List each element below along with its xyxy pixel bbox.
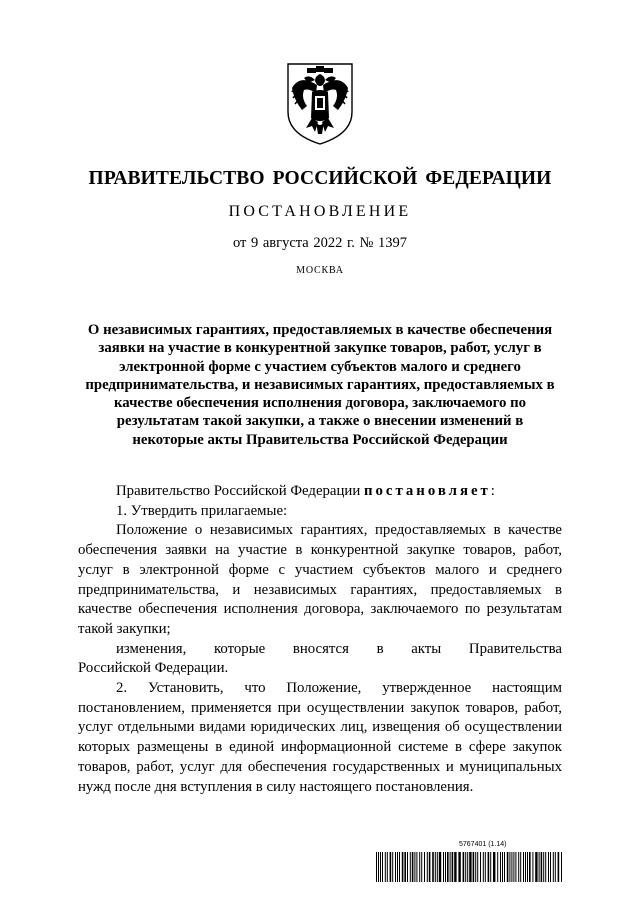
document-subject: О независимых гарантиях, предоставляемых в качестве обеспечения заявки на участие в конкурентной закупке товаров, работ, услуг в электронной форме с участием субъектов малого и среднего предпринимательства, и независимых гарантиях, предоставляемых в качестве обеспечения исполнения договора, заключаемого по результатам такой закупки, а также о внесении изменений в некоторые акты Правительства Российской Федерации [85, 322, 555, 448]
barcode-number: 5767401 (1.14) [459, 841, 507, 848]
item-1: 1. Утвердить прилагаемые: [116, 502, 288, 519]
item-1-changes-line1: изменения, которые вносятся в акты Правительства [116, 640, 562, 657]
item-2: 2. Установить, что Положение, утвержденное настоящим постановлением, применяется при осуществлении закупок товаров, работ, услуг отдельными видами юридических лиц, извещения об осуществлении которых размещены в единой информационной системе в сфере закупок товаров, работ, услуг для обеспечения государственных и муниципальных нужд после дня вступления в силу настоящего постановления. [78, 680, 562, 795]
item-1-changes-line2: Российской Федерации. [78, 660, 229, 677]
government-title: ПРАВИТЕЛЬСТВО РОССИЙСКОЙ ФЕДЕРАЦИИ [88, 168, 552, 189]
barcode-icon [376, 852, 562, 882]
decree-intro [78, 482, 562, 502]
document-body [78, 482, 562, 797]
document-type: ПОСТАНОВЛЕНИЕ [228, 203, 412, 220]
decree-intro-prefix: Правительство Российской Федерации [116, 483, 361, 499]
russian-coat-of-arms-icon [282, 58, 358, 146]
decree-verb: постановляет [363, 483, 491, 499]
document-date-number: от 9 августа 2022 г. № 1397 [232, 235, 408, 251]
item-1-regulation: Положение о независимых гарантиях, предоставляемых в качестве обеспечения заявки на участие в конкурентной закупке товаров, работ, услуг в электронной форме с участием субъектов малого и среднего предпринимательства, и независимых гарантиях, предоставляемых в качестве обеспечения исполнения договора, заключаемого по результатам такой закупки; [78, 522, 562, 637]
decree-intro-suffix: : [490, 483, 495, 499]
document-city: МОСКВА [296, 265, 344, 276]
